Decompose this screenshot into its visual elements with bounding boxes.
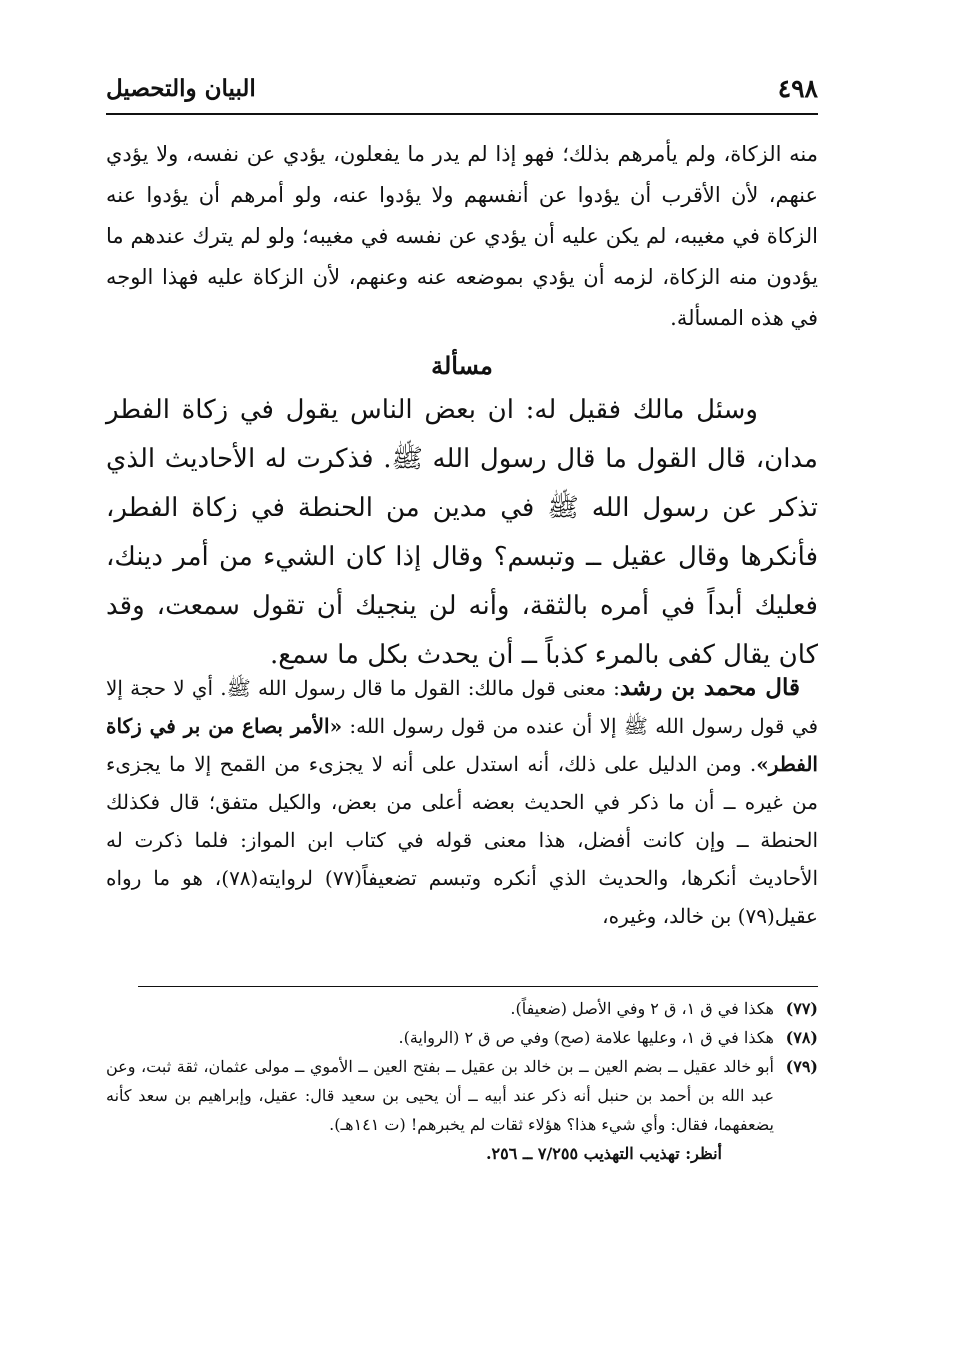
hadith-quote: «الأمر بصاع من بر في زكاة الفطر» (106, 714, 818, 776)
footnote-text: أبو خالد عقيل ــ بضم العين ــ بن خالد بن عقيل ــ بفتح العين ــ الأموي ــ مولى عثمان، ثقة ثبت، وعن عبد الله بن أحمد بن حنبل أنه ذكر عند أبيه ــ أن يحيى بن سعيد قال: عقيل، وإبراهيم بن سعد كأنه يضعفهما، فقال: وأي شيء هذا؟ هؤلاء ثقات لم يخبرهم! (ت ١٤١هـ). (106, 1057, 774, 1134)
commentary-paragraph (106, 669, 818, 935)
footnote-79 (106, 1052, 818, 1139)
page-header (106, 72, 818, 112)
footnote-number: (٧٧) (785, 999, 818, 1018)
footnote-77 (106, 994, 818, 1023)
header-divider (106, 113, 818, 115)
commentary-author: قال محمد بن رشد (619, 674, 800, 701)
intro-paragraph: منه الزكاة، ولم يأمرهم بذلك؛ فهو إذا لم يدر ما يفعلون، يؤدي عن نفسه، ولا يؤدي عنهم، لأن الأقرب أن يؤدوا عن أنفسهم ولا يؤدوا عنه، ولو أمرهم أن يؤدوا عنه الزكاة في مغيبه، لم يكن عليه أن يؤدي عن نفسه في مغيبه؛ ولو لم يترك عندهم ما يؤدون منه الزكاة، لزمه أن يؤدي بموضعه عنه وعنهم، لأن الزكاة عليه فهذا الوجه في هذه المسألة. (106, 142, 818, 330)
see-also-reference: أنظر: تهذيب التهذيب ٧/٢٥٥ ــ ٢٥٦. (485, 1144, 722, 1163)
running-title: البيان والتحصيل (106, 75, 256, 102)
footnote-divider (138, 986, 818, 987)
footnote-number: (٧٩) (785, 1057, 818, 1076)
footnote-text: هكذا في ق ١، وعليها علامة (صح) وفي ص ق ٢ (الرواية). (398, 1028, 774, 1047)
commentary-text-part1: : معنى قول مالك: القول ما قال رسول الله ﷺ. أي لا حجة إلا في قول رسول الله ﷺ إلا أن عنده من قول رسول الله: (106, 676, 818, 738)
section-heading: مسألة (431, 351, 493, 380)
footnotes (106, 994, 818, 1168)
footnote-number: (٧٨) (785, 1028, 818, 1047)
question-paragraph: وسئل مالك فقيل له: ان بعض الناس يقول في زكاة الفطر مدان، قال القول ما قال رسول الله ﷺ. فذكرت له الأحاديث الذي تذكر عن رسول الله ﷺ في مدين من الحنطة في زكاة الفطر، فأنكرها وقال عقيل ــ وتبسم؟ وقال إذا كان الشيء من أمر دينك، فعليك أبداً في أمره بالثقة، وأنه لن ينجيك أن تقول سمعت، وقد كان يقال كفى بالمرء كذباً ــ أن يحدث بكل ما سمع. (106, 395, 818, 670)
commentary-text-part2: . ومن الدليل على ذلك، أنه استدل على أنه لا يجزىء من القمح إلا ما يجزىء من غيره ــ أن ما ذكر في الحديث بعضه أعلى من بعض، والكيل متفق؛ قال فكذلك الحنطة ــ وإن كانت أفضل، هذا معنى قوله في كتاب ابن المواز: فلما ذكرت له الأحاديث أنكرها، والحديث الذي أنكره وتبسم تضعيفاً(٧٧) لروايته(٧٨)، هو ما رواه عقيل(٧٩) بن خالد، وغيره، (106, 752, 819, 928)
footnote-78 (106, 1023, 818, 1052)
page-number: ٤٩٨ (777, 74, 818, 103)
footnote-text: هكذا في ق ١، ق ٢ وفي الأصل (ضعيفاً). (510, 999, 774, 1018)
